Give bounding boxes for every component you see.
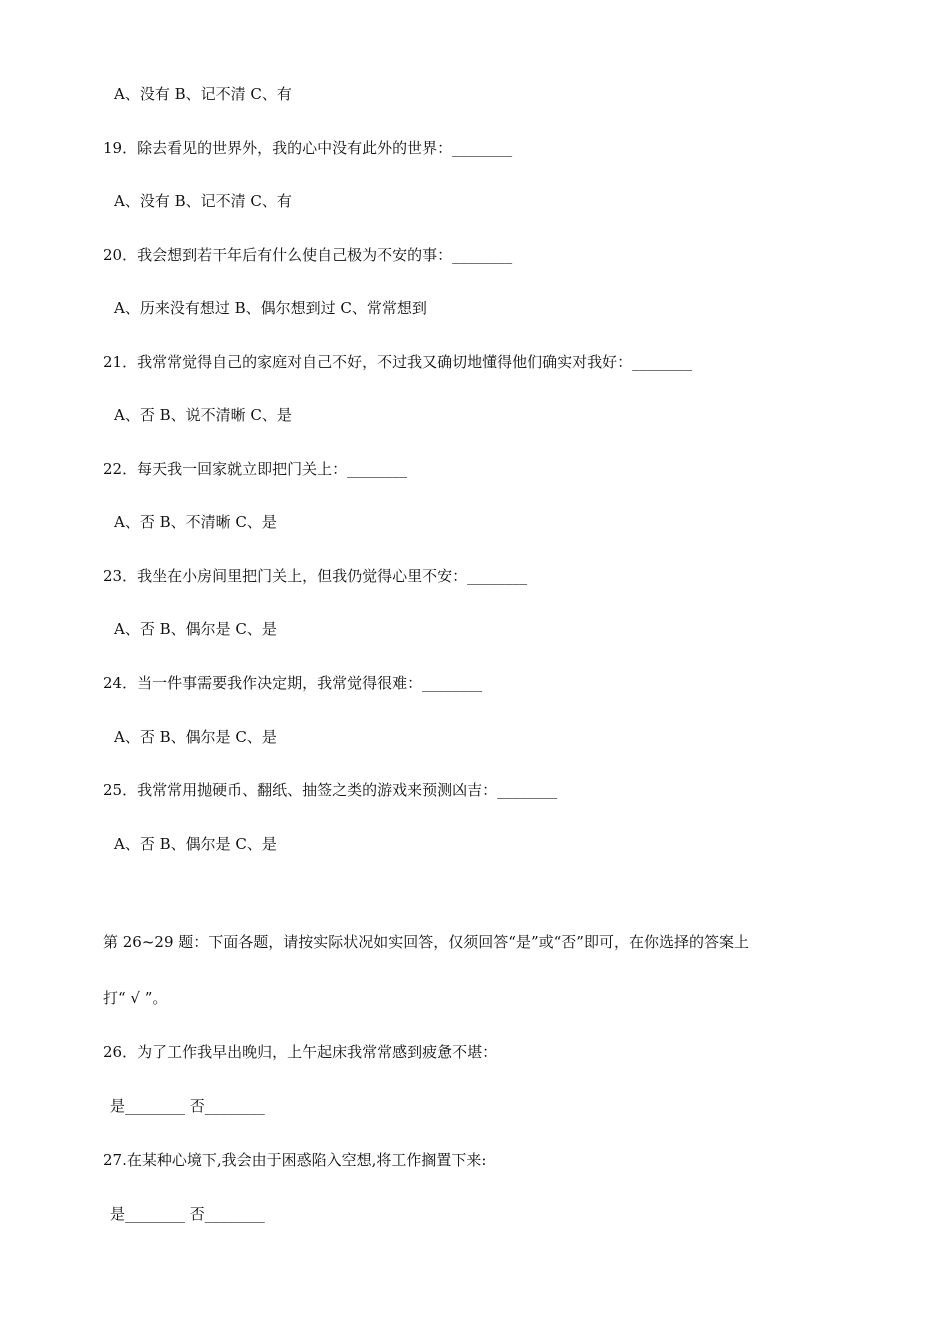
q27-answer-blanks: 是________ 否________ [110,1205,265,1223]
q22-options: A、否 B、不清晰 C、是 [114,513,277,531]
q24-question: 24．当一件事需要我作决定期，我常觉得很难：________ [103,674,483,692]
q25-options: A、否 B、偶尔是 C、是 [114,835,277,853]
q18-options: A、没有 B、记不清 C、有 [114,85,292,103]
q22-question: 22．每天我一回家就立即把门关上：________ [103,460,408,478]
q21-options: A、否 B、说不清晰 C、是 [114,406,292,424]
section-instructions-cont: 打“ √ ”。 [103,989,168,1007]
q23-options: A、否 B、偶尔是 C、是 [114,620,277,638]
q26-question: 26．为了工作我早出晚归，上午起床我常常感到疲惫不堪： [103,1043,498,1061]
q19-question: 19．除去看见的世界外，我的心中没有此外的世界：________ [103,139,513,157]
q25-question: 25．我常常用抛硬币、翻纸、抽签之类的游戏来预测凶吉：________ [103,781,558,799]
q26-answer-blanks: 是________ 否________ [110,1097,265,1115]
q23-question: 23．我坐在小房间里把门关上，但我仍觉得心里不安：________ [103,567,528,585]
section-instructions: 第 26~29 题：下面各题，请按实际状况如实回答，仅须回答“是”或“否”即可，在你选择的答案上 [103,933,749,951]
q24-options: A、否 B、偶尔是 C、是 [114,728,277,746]
q21-question: 21．我常常觉得自己的家庭对自己不好，不过我又确切地懂得他们确实对我好：________ [103,353,693,371]
q19-options: A、没有 B、记不清 C、有 [114,192,292,210]
q20-options: A、历来没有想过 B、偶尔想到过 C、常常想到 [114,299,427,317]
q27-question: 27.在某种心境下,我会由于困惑陷入空想,将工作搁置下来: [103,1151,487,1169]
q20-question: 20．我会想到若干年后有什么使自己极为不安的事：________ [103,246,513,264]
